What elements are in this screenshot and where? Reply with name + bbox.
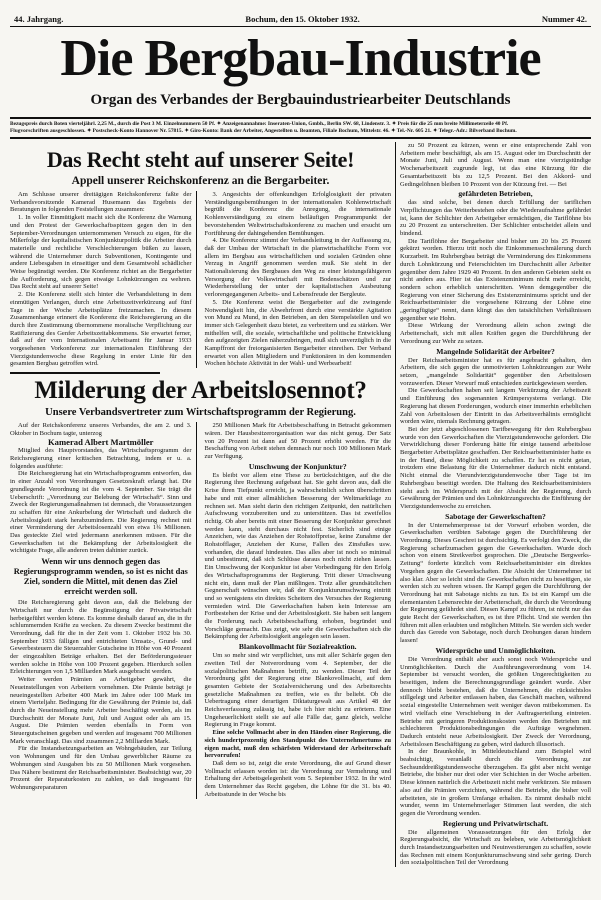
paragraph: Die Verordnung enthält aber auch sonst noch Widersprüche und Unmöglichkeiten. Durch die Ausführungsverordnung vom 14. September ist versucht worden, die größten Ungerechtigkeiten zu beseitigen, indem die Berechnungsgrundlage geändert wurde. Aber dennoch bleibt bestehen, daß die Unternehmen, die rücksichtslos stillgelegt und Arbeiter entlassen haben, das Geschäft machen, während sozial eingestellte Unternehmen weit weniger davon mitbekommen. Es wird vielfach eine Verschiebung in der Auftragserteilung eintreten. Betriebe mit geringeren Produktionskosten werden den Betrieben mit schlechteren Produktionsbedingungen die Aufträge wegnehmen. Dadurch entsteht neue Arbeitslosigkeit. Der Zweck der Verordnung, Arbeitslosen Beschäftigung zu geben, wird dadurch illusorisch. xyxy=(400,655,591,748)
paragraph: 5. Die Konferenz weist die Bergarbeiter auf die zwingende Notwendigkeit hin, die Abwehrfront durch eine verstärkte Agitation von Mund zu Mund, in den Betrieben, an den Stempelstellen und wo immer sich Gelegenheit dazu bietet, zu verbreitern und zu stärken. Wer mithelfen will, die soziale, wirtschaftliche und politische Entwicklung den aufgezeigten Zielen näherzubringen, muß sich unverzüglich in die Kampffront der freiorganisierten Bergarbeiter einreihen. Der Verband erwartet von allen Mitgliedern und Funktionären in den kommenden Wochen höchste Aktivität in der Wahl- und Werbearbeit! xyxy=(204,298,391,368)
paragraph: Eine solche Vollmacht aber in den Händen einer Regierung, die sich hundertprozentig den Standpunkt des Unternehmertums zu eigen macht, muß den schärfsten Widerstand der Arbeiterschaft hervorrufen! xyxy=(204,729,391,760)
paragraph: Die allgemeinen Voraussetzungen für den Erfolg der Regierungsabsicht, die Wirtschaft zu beleben, wie Arbeitsmöglichkeit durch Instandsetzungsarbeiten und Neuinvestierungen zu schaffen, sowie das Rechnen mit einem Konjunkturumschwung sind sehr gering. Durch den sozialpolitischen Teil der Verordnung xyxy=(400,828,591,867)
section-heading: Widersprüche und Unmöglichkeiten. xyxy=(435,645,556,655)
article1-column-2 xyxy=(205,191,392,368)
paragraph: Es bleibt vor allem eine These zu berücksichtigen, auf die die Regierung ihre Rechnung aufgebaut hat. Sie geht davon aus, daß die Krise ihren Tiefpunkt erreicht, ja wahrscheinlich schon überschritten habe und mit einer allmählichen Besserung der Weltmarktlage zu rechnen sei. Man sieht darin den richtigen Zeitpunkt, den natürlichen Aufschwung vorzubereiten und zu unterstützen. Das ist zweifellos richtig. Ob aber bereits mit einer Besserung der Konjunktur gerechnet werden kann, steht durchaus nicht fest. Sicherlich sind einige Anzeichen, wie das Anziehen der Rohstoffpreise, keine Zunahme der Rohstofflager, Anziehen der Kurse, Fallen des Zinsfußes usw. vorhanden, die darauf hindeuten. Das alles aber ist noch so minimal und unbestimmt, daß sich Schlüsse daraus noch nicht ziehen lassen. Ein Umschwung der Konjunktur ist aber Vorbedingung für den Erfolg des Wirtschaftsprogramms der Regierung. Tritt dieser Umschwung nicht ein, dann muß der Plan mißlingen. Trotz aller grundsätzlichen Gegnerschaft wünschen wir, daß der Konjunkturumschwung eintritt und so wenigstens ein direktes Scheitern des Versuches der Regierung vermieden wird. Die Gewerkschaften haben kein Interesse am Fortbestehen der Krise und der Arbeitslosigkeit. Sie haben seit langem die Forderung nach Arbeitsbeschaffung erhoben, begründet und Vorschläge gemacht. Das zeigt, wie sehr die Gewerkschaften sich die Bekämpfung der Arbeitslosigkeit angelegen sein lassen. xyxy=(204,471,391,641)
paragraph: das sind solche, bei denen durch Erfüllung der tariflichen Verpflichtungen das Weiterbestehen oder die Wiederaufnahme gefährdet ist, kann der Schlichter den Arbeitgeber ermächtigen, die Tariflöhne bis zu 20 Prozent zu unterschreiten. Der Schlichter entscheidet allein und bindend. xyxy=(400,199,591,238)
section-heading: Mangelnde Solidarität der Arbeiter? xyxy=(436,346,555,356)
paragraph: In der Unternehmerpresse ist der Vorwurf erhoben worden, die Gewerkschaften verübten Sabotage gegen die Durchführung der Verordnung. Dieses Geschrei ist durchsichtig. Es verfolgt den Zweck, die Regierung scharfzumachen gegen die Gewerkschaften. Wurde doch schon von einem Streikverbot gesprochen. Die „Deutsche Bergwerks-Zeitung“ forderte kürzlich vom Reichsarbeitsminister ein direktes Vorgehen gegen die Gewerkschaften. Die Absicht der Unternehmer ist also klar. Aber so leicht sind die Gewerkschaften nicht zu beseitigen, sie werden sich zu wehren wissen. Ihr Kampf gegen die Durchführung der Verordnung hat mit Sabotage nichts zu tun. Es ist ein Kampf um die elementarsten Lebensrechte der Arbeiterschaft, die durch die Verordnung der Regierung gefährdet sind. Diesen Kampf zu führen, ist nicht nur das gute Recht der Gewerkschaften, es ist ihre Pflicht. Und sie werden ihn führen mit allen erlaubten und möglichen Mitteln. Sie werden sich weder durch das Gerede von Sabotage, noch durch Drohungen daran hindern lassen! xyxy=(400,521,591,645)
subscription-info: Bezugspreis durch Boten vierteljährl. 2,25 M., durch die Post 3 M. Einzelnummern 50 Pf. ✦ Anzeigenannahme: Inseraten-Union, Gmbh., Berlin SW. 68, Lindenstr. 3. ✦ Preis für die 25 mm breite Millimeterzeile 40 Pf. xyxy=(10,121,509,127)
paragraph: 4. Die Konferenz stimmt der Verbandsleitung in der Auffassung zu, daß der Umbau der Wirtschaft in die planwirtschaftliche Form vor allem im Bergbau aus wirtschaftlichen und sozialen Gründen ohne Verzug in Angriff genommen werden muß. Sie sieht in der Nationalisierung des Bergbaues den Weg zu einer leistungsfähigeren Versorgung der Volkswirtschaft mit Bodenschätzen und zur Wiederherstellung der unter der kapitalistischen Ausbeutung verlorengegangenen Arbeits- und Lebensfreude der Bergleute. xyxy=(204,237,391,299)
masthead-subtitle: Organ des Verbandes der Bergbauindustriearbeiter Deutschlands xyxy=(90,92,511,108)
paragraph: Die Reichsregierung geht davon aus, daß die Belebung der Wirtschaft nur durch die Begünstigung der Privatwirtschaft herbeigeführt werden könne. Es komme deshalb darauf an, die in ihr schlummernden Kräfte zu wecken. Zu diesem Zwecke bestimmt die Verordnung, daß für die in der Zeit vom 1. Oktober 1932 bis 30. September 1933 fälligen und entrichteten Umsatz-, Grund- und Gewerbesteuern die Steuerzahler Gutscheine in Höhe von 40 Prozent der eingezahlten Beträge erhalten. Bei der Beförderungssteuer werden solche in Höhe von 100 Prozent gegeben. Hierdurch sollen Erleichterungen von 1,5 Milliarden Mark ausgebracht werden. xyxy=(10,599,192,676)
paragraph: Am Schlusse unserer dreitägigen Reichskonferenz faßte der Verbandsvorsitzende Kamerad Husemann das Ergebnis der Beratungen in folgenden Feststellungen zusammen: xyxy=(10,191,192,214)
paragraph: Auf der Reichskonferenz unseres Verbandes, die am 2. und 3. Oktober in Bochum tagte, unterzog xyxy=(10,422,192,437)
section-heading: gefährdeten Betrieben, xyxy=(458,189,533,199)
article2-column-2 xyxy=(205,422,392,798)
right-column xyxy=(396,142,591,867)
paragraph: Wenn wir uns dennoch gegen das Regierungsprogramm wenden, so ist es nicht das Ziel, sondern die Mittel, mit denen das Ziel erreicht werden soll. xyxy=(13,557,188,597)
paragraph: Die Reichsregierung hat ein Wirtschaftsprogramm entworfen, das in einer Anzahl von Verordnungen Gesetzeskraft erlangt hat. Die grundlegende Verordnung ist die vom 4. September. Sie trägt die Ueberschrift: „Verordnung zur Belebung der Wirtschaft“. Sinn und Zweck der Regierungsmaßnahmen ist demnach, die Voraussetzungen zu schaffen für eine Ankurbelung der Wirtschaft und dadurch die Arbeitslosigkeit stark herabzumindern. Die Regierung rechnet mit einer Verminderung der Arbeitslosenzahl von etwa 1¾ Millionen. Das gesteckte Ziel wird jedermann anerkennen müssen. Für die Gewerkschaften ist die Bekämpfung der Arbeitslosigkeit die wichtigste Frage, alle anderen treten dahinter zurück. xyxy=(10,470,192,555)
dateline: Bochum, den 15. Oktober 1932. xyxy=(245,14,360,24)
section-heading: Blankovollmacht für Sozialreaktion. xyxy=(238,642,357,652)
page-body xyxy=(10,142,591,867)
left-section xyxy=(10,142,396,867)
speaker-name: Kamerad Albert Martmöller xyxy=(48,436,154,447)
divider xyxy=(10,372,160,374)
paragraph: zu 50 Prozent zu kürzen, wenn er eine entsprechende Zahl von Arbeitern mehr beschäftigt, als am 15. August oder im Durchschnitt der Monate Juni, Juli und August. Wenn man eine vierzigstündige Wochenarbeitszeit zugrunde legt, ist das eine Kürzung für die Gesamtarbeitszeit bis zu 12,5 Prozent. Bei den Akkord- und Gedingelöhnen bleiben 10 Prozent von der Kürzung frei. — Bei xyxy=(400,142,591,188)
paragraph: 2. Die Konferenz stellt sich hinter die Verbandsleitung in dem einmütigen Verlangen, durch eine Arbeitszeitverkürzung auf fünf Tage in der Woche Arbeitsplätze freizumachen. In diesem Zusammenhange erinnert die Konferenz die Reichsregierung an die durch ihre Zustimmung übernommene moralische Verpflichtung zur Ratifizierung des Genfer Arbeitszeitabkommens. Sie erwartet ferner, daß auf der vom Internationalen Arbeitsamt für Januar 1933 vorgesehenen Vorkonferenz zur internationalen Einführung der Vierzigstundenwoche diese Regelung in erster Linie für den gesamten Bergbau getroffen wird. xyxy=(10,291,192,368)
paragraph: Mitglied des Hauptvorstandes, das Wirtschaftsprogramm der Reichsregierung einer kritischen Betrachtung, indem er u. a. folgendes ausführte: xyxy=(10,447,192,470)
article1-column-1 xyxy=(10,191,197,368)
paragraph: Der Reichsarbeitsminister hat es für angebracht gehalten, den Arbeitern, die sich gegen die unmotivierten Lohnkürzungen zur Wehr setzen, „mangelnde Solidarität“ gegenüber den Arbeitslosen vorzuwerfen. Dieser Vorwurf muß entschieden zurückgewiesen werden. xyxy=(400,356,591,387)
article1-body xyxy=(10,191,391,368)
issue-number: Nummer 42. xyxy=(541,14,587,24)
masthead-title: Die Bergbau-Industrie xyxy=(60,30,541,87)
paragraph: Bei der jetzt abgeschlossenen Tarifbewegung für den Ruhrbergbau wurde von den Gewerkschaften die Vierzigstundenwoche gefordert. Die Verwirklichung dieser Forderung hätte für einige tausend arbeitslose Bergarbeiter Arbeitsplätze geschaffen. Der Reichsarbeitsminister hatte es in der Hand, diese Möglichkeit zu schaffen. Er hat es nicht getan, trotzdem eine Belastung für die Unternehmer dadurch nicht entstand. Nicht einmal die Vierundvierzigstundenwoche über Tage ist im Ruhrbergbau beseitigt worden. Die Haltung des Reichsarbeitsministers steht auch im Widerspruch mit der Absicht der Regierung, durch Gewährung der Prämien und des Lohnkürzungsrechts die Einführung der Vierzigstundenwoche zu erreichen. xyxy=(400,425,591,510)
paragraph: Für die Instandsetzungsarbeiten an Wohngebäuden, zur Teilung von Wohnungen und für den Umbau gewerblicher Räume zu Wohnungen sind Ausgaben bis zu 50 Millionen Mark vorgesehen. Das Nähere bestimmt der Reichsarbeitsminister. Beabsichtigt war, 20 Prozent der Reparaturkosten zu zahlen, so daß insgesamt für Wohnungsreparaturen xyxy=(10,745,192,791)
article2-body xyxy=(10,422,391,798)
account-info: Flugvorschriften ausgeschlossen. ✦ Postscheck-Konto Hannover Nr. 57815. ✦ Giro-Konto: Bank der Arbeiter, Angestellten u. Beamten, Filiale Bochum, Mittelstr. 46. ✦ Tel.-Nr. 605 21. ✦ Telegr.-Adr.: Bilverband Bochum. xyxy=(10,128,517,134)
paragraph: 250 Millionen Mark für Arbeitsbeschaffung in Betracht gekommen wären. Der Hausbesitzerorganisation war das nicht genug. Der Satz von 20 Prozent ist dann auf 50 Prozent erhöht worden. Für die Beschaffung von Arbeit stehen demnach nur noch 100 Millionen Mark zur Verfügung. xyxy=(204,422,391,460)
article-headline: Das Recht steht auf unserer Seite! xyxy=(46,147,355,172)
article-headline: Milderung der Arbeitslosennot? xyxy=(34,377,367,405)
paragraph: 3. Angesichts der offenkundigen Erfolglosigkeit der privaten Verständigungsbemühungen in der internationalen Kohlenwirtschaft begrüßt die Konferenz die Anregung, die internationale Kohlenverständigung zu einem beiläufigen Programmpunkt der bevorstehenden Weltwirtschaftskonferenz zu machen und ersucht um Fortführung der dahingehenden Bemühungen. xyxy=(204,191,391,237)
paragraph: Die Tariflöhne der Bergarbeiter sind bisher um 20 bis 25 Prozent gekürzt worden. Hierzu tritt noch die Einkommensschmälerung durch Kurzarbeit. Im Ruhrbergbau beträgt die Verminderung des Einkommens durch Lohnkürzung und Feierschichten im Durchschnitt aller Arbeiter gegenüber dem Jahre 1929 40 Prozent. In den anderen Gebieten sieht es nicht anders aus. Hier ist das Existenzminimum nicht mehr erreicht, sondern schon erheblich unterschritten. Wenn demgegenüber die Regierung von einer Sicherung des Existenzminimums spricht und der Reichsarbeitsminister die vorgesehene Kürzung der Löhne eine „geringfügige“ nennt, dann klingt das den tatsächlichen Verhältnissen gegenüber wie Hohn. xyxy=(400,237,591,322)
article-subheadline: Unsere Verbandsvertreter zum Wirtschaftsprogramm der Regierung. xyxy=(45,407,356,419)
paragraph: Weiter werden Prämien an Arbeitgeber gewährt, die Neueinstellungen von Arbeitern vornehmen. Die Prämie beträgt je neueingestellten Arbeiter 400 Mark im Jahre oder 100 Mark im einem Vierteljahr. Bedingung für die Gewährung der Prämie ist, daß durch die Neueinstellung mehr Arbeiter beschäftigt werden, als im Durchschnitt der Monate Juni, Juli und August oder als am 15. August. Die Prämien werden ebenfalls in Form von Steuergutscheinen gegeben und werden auf insgesamt 700 Millionen Mark veranschlagt. Das sind zusammen 2,2 Milliarden Mark. xyxy=(10,676,192,745)
info-bar xyxy=(10,117,591,139)
paragraph: In der Braunkohle, in Mitteldeutschland zum Beispiel wird beabsichtigt, veranlaßt durch die Verordnung, zur Sechsunddreißigstundenwoche überzugehen. Es gibt aber nicht wenige Betriebe, die bisher nur drei oder vier Schichten in der Woche arbeiten. Diese können natürlich die Arbeitszeit nicht mehr verkürzen. Sie müssen also auf die Prämien verzichten, während die Betriebe, die bisher voll arbeiteten, sie in großem Umfange erhalten. Es nimmt deshalb nicht wunder, wenn im Unternehmerlager Stimmen laut werden, die sich gegen die Verordnung wenden. xyxy=(400,748,591,817)
top-bar xyxy=(10,14,591,27)
section-heading: Sabotage der Gewerkschaften? xyxy=(445,511,546,521)
article2-column-1 xyxy=(10,422,197,798)
section-heading: Regierung und Privatwirtschaft. xyxy=(442,818,549,828)
paragraph: Diese Wirkung der Verordnung allein schon zwingt die Arbeiterschaft, sich mit allen Kräften gegen die Durchführung der Verordnung zur Wehr zu setzen. xyxy=(400,322,591,345)
paragraph: Die Gewerkschaften haben seit langem Verkürzung der Arbeitszeit und Einführung des sogenannten Krümpersystems verlangt. Die Regierung hat diesen Forderungen, wodurch einer immerhin erheblichen Zahl von Arbeitslosen der Eintritt in das Arbeitsverhältnis ermöglicht worden wäre, niemals Rechnung getragen. xyxy=(400,387,591,426)
article-subheadline: Appell unserer Reichskonferenz an die Bergarbeiter. xyxy=(71,175,330,187)
paragraph: 1. In voller Einmütigkeit macht sich die Konferenz die Warnung und den Protest der Gewerkschaftsspitzen gegen den in den September-Verordnungen unternommenen Versuch zu eigen, für die Mißerfolge der kapitalistischen Konjunkturpolitik die Arbeiter durch materielle und rechtliche Verschlechterungen büßen zu lassen, während die Unternehmer durch Subventionen, Kontingente und andere Liebesgaben in einseitiger und dem Gesamtwohl schädlicher Weise begünstigt werden. Die Konferenz richtet an die Bergarbeiter die Aufforderung, sich gegen etwaige Lohnkürzungen zu wehren. Das Recht steht auf unserer Seite! xyxy=(10,214,192,291)
paragraph: Um so mehr sind wir verpflichtet, uns mit aller Schärfe gegen den zweiten Teil der Notverordnung vom 4. September, der die sozialpolitischen Maßnahmen betrifft, zu wenden. Dieser Teil der Verordnung gibt der Regierung eine Blankovollmacht, auf dem gesamten Gebiete der Sozialversicherung und des Arbeitsrechts gesetzliche Maßnahmen zu treffen, wie es ihr beliebt. Ob die Uebertragung einer derartigen Diktaturgewalt aus Artikel 48 der Reichsverfassung zulässig ist, habe ich hier nicht zu erörtern. Eine Ungeheuerlichkeit stellt sie auf alle Fälle dar, ganz gleich, welche Regierung in Frage kommt. xyxy=(204,652,391,729)
volume-label: 44. Jahrgang. xyxy=(14,14,64,24)
section-heading: Umschwung der Konjunktur? xyxy=(248,461,347,471)
paragraph: Daß dem so ist, zeigt die erste Verordnung, die auf Grund dieser Vollmacht erlassen worden ist: die Verordnung zur Vermehrung und Erhaltung der Arbeitsgelegenheit vom 5. September 1932. In ihr wird dem Unternehmer das Recht gegeben, die Löhne für die 31. bis 40. Arbeitsstunde in der Woche bis xyxy=(204,760,391,798)
